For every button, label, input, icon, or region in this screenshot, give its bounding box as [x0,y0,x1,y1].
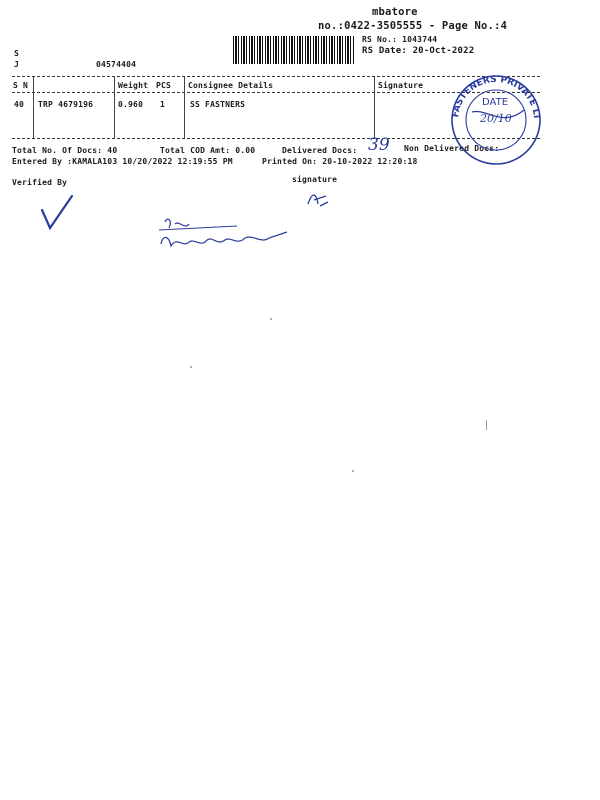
initials-mark [306,190,330,210]
signature-label: signature [292,175,338,184]
scan-speck [352,470,354,472]
stamp-handwritten-date: 20/10 [480,112,512,125]
col-divider [33,77,34,138]
tick-mark [40,196,80,236]
col-header-pcs: PCS [156,81,172,90]
rs-number: RS No.: 1043744 [362,35,438,44]
row-pcs: 1 [160,100,166,109]
entered-by: Entered By :KAMALA103 10/20/2022 12:19:55 PM [12,157,233,166]
delivered-docs-label: Delivered Docs: [282,146,358,155]
barcode [233,36,355,64]
col-divider [374,77,375,138]
scan-speck [486,420,487,430]
row-weight: 0.960 [118,100,144,109]
col-header-consignee: Consignee Details [188,81,274,90]
total-docs: Total No. Of Docs: 40 [12,146,118,155]
left-fragment-2: J [14,60,20,69]
company-stamp [437,63,552,170]
col-divider [184,77,185,138]
row-sn: 40 [14,100,25,109]
col-header-weight: Weight [118,81,149,90]
handwritten-delivered-count: 39 [368,135,390,155]
stamp-ring-text: FASTENERS PRIVATE LIMITED [437,63,541,119]
scan-speck [190,366,192,368]
non-delivered-label: Non Delivered Docs: [404,144,500,153]
left-fragment-3: 04574404 [96,60,137,69]
handwritten-signature [155,212,295,260]
stamp-date-label: DATE [482,97,509,108]
verified-by: Verified By [12,178,68,187]
printed-on: Printed On: 20-10-2022 12:20:18 [262,157,418,166]
col-header-signature: Signature [378,81,424,90]
left-fragment-1: S [14,49,20,58]
header-phone-page: no.:0422-3505555 - Page No.:4 [318,20,508,32]
col-header-sn: S N [13,81,29,90]
col-divider [114,77,115,138]
rs-date: RS Date: 20-Oct-2022 [362,46,475,56]
row-ref: TRP 4679196 [38,100,94,109]
row-consignee: SS FASTNERS [190,100,246,109]
scan-speck [270,318,272,320]
header-top-fragment: mbatore [372,6,418,18]
total-cod: Total COD Amt: 0.00 [160,146,256,155]
